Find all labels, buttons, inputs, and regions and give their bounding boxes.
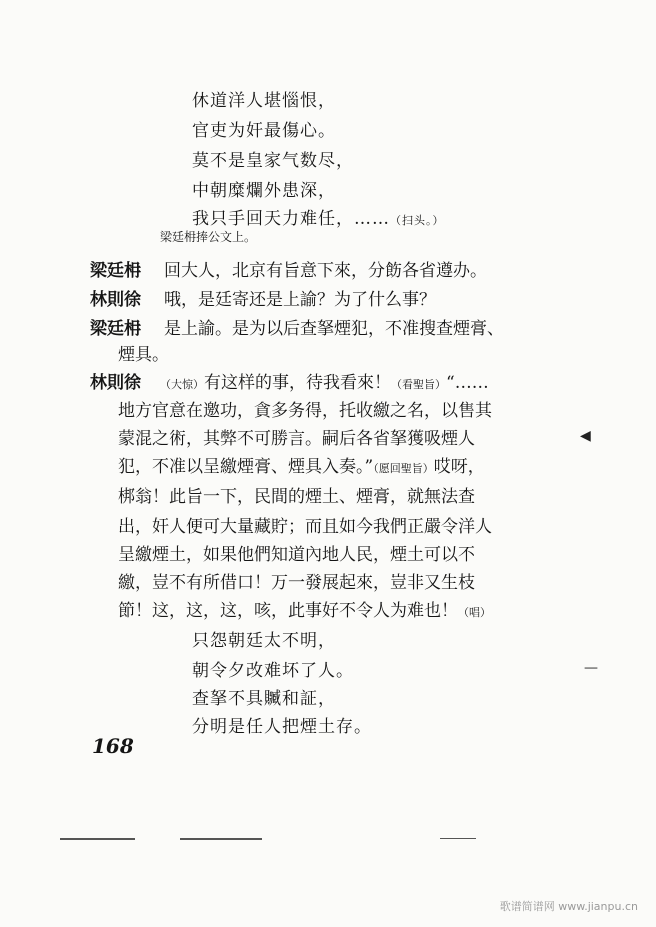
verse-line: 查拏不具贓和証， (192, 689, 336, 709)
dialogue-line: 地方官意在邀功，貪多务得，托收繳之名，以售其 (118, 401, 492, 421)
stage-note: （看聖旨） (391, 378, 446, 391)
dialogue-line: 梆翁！此旨一下，民間的煙土、煙膏，就無法查 (118, 487, 475, 507)
scan-rule (60, 838, 135, 840)
dialogue-line (118, 452, 485, 477)
dialogue-text: “…… (446, 373, 489, 393)
verse-line: 中朝糜爛外患深， (192, 181, 336, 201)
speaker-name: 梁廷枏 (90, 261, 141, 281)
scan-mark-icon: ◀ (580, 428, 591, 444)
speaker-name: 梁廷枏 (90, 319, 141, 339)
dialogue-line: 煙具。 (118, 345, 169, 365)
watermark: 歌谱简谱网 www.jianpu.cn (499, 900, 638, 913)
dialogue-line: 繳，豈不有所借口！万一發展起來，豈非又生枝 (118, 573, 475, 593)
dialogue-line (118, 596, 491, 621)
stage-note: （大惊） (160, 378, 204, 391)
stage-note: （愿回聖旨） (373, 462, 434, 475)
verse-line: 只怨朝廷太不明， (192, 631, 336, 651)
dialogue-text: 哎呀， (433, 457, 485, 477)
dialogue-line: 回大人，北京有旨意下來，分飭各省遵办。 (164, 261, 487, 281)
dialogue-text: 節！这，这，这，咳，此事好不令人为难也！ (118, 601, 458, 621)
verse-line: 莫不是皇家气数尽， (192, 151, 354, 171)
scan-rule (180, 838, 262, 840)
verse-line: 分明是任人把煙土存。 (192, 717, 372, 737)
stage-direction: 梁廷枏捧公文上。 (160, 230, 257, 244)
speaker-name: 林則徐 (90, 290, 141, 310)
dialogue-line: 哦，是廷寄还是上諭？为了什么事？ (164, 290, 436, 310)
dialogue-text: 犯，不准以呈繳煙膏、煙具入奏。” (118, 457, 374, 477)
verse-note: （扫头。） (390, 214, 445, 227)
dialogue-line (160, 368, 489, 393)
verse-line: 官吏为奸最傷心。 (192, 121, 336, 141)
verse-line: 朝令夕改难坏了人。 (192, 661, 354, 681)
dialogue-line: 呈繳煙土，如果他們知道內地人民，煙土可以不 (118, 545, 475, 565)
scan-rule (440, 838, 476, 839)
page-number: 168 (92, 734, 134, 758)
stage-note: （唱） (458, 606, 491, 619)
verse-line (192, 204, 445, 229)
dialogue-line: 出，奸人便可大量藏貯；而且如今我們正嚴令洋人 (118, 517, 492, 537)
dialogue-line: 是上諭。是为以后查拏煙犯，不准搜查煙膏、 (164, 319, 504, 339)
scan-mark-icon: — (584, 660, 598, 676)
dialogue-text: 有这样的事，待我看來！ (204, 373, 391, 393)
verse-line: 休道洋人堪惱恨， (192, 91, 336, 111)
dialogue-line: 蒙混之術，其弊不可勝言。嗣后各省拏獲吸煙人 (118, 429, 475, 449)
speaker-name: 林則徐 (90, 373, 141, 393)
verse-text: 我只手回天力难任，…… (192, 209, 390, 229)
